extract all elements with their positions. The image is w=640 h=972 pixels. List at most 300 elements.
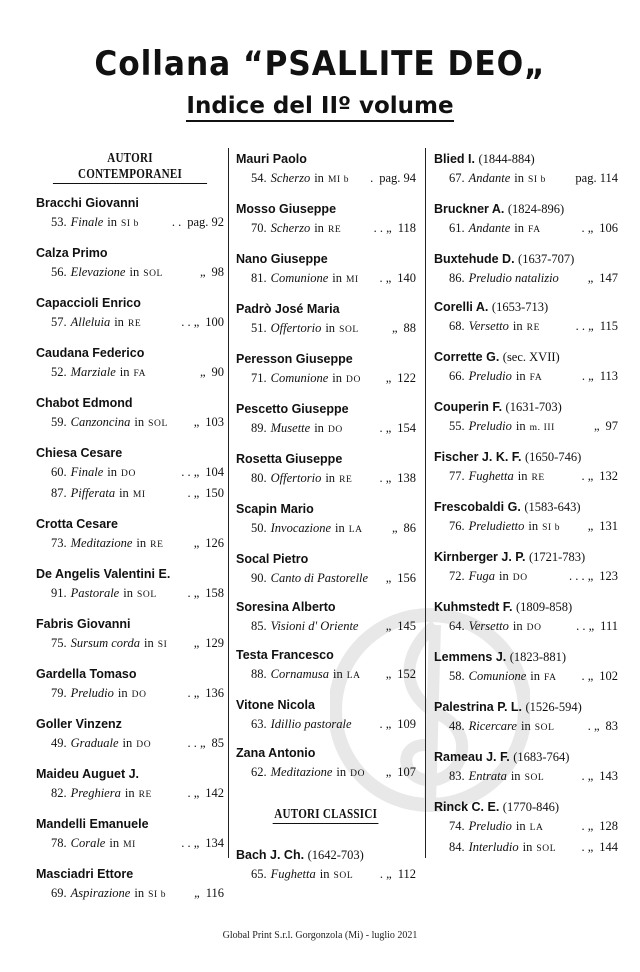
composer-name (236, 350, 416, 369)
composer-name (36, 294, 224, 313)
composer-name-text: Rinck C. E. (434, 800, 500, 814)
page-number: 129 (205, 636, 224, 650)
piece-key: SI b (542, 523, 561, 533)
piece-row (434, 817, 618, 838)
piece-key: SOL (136, 590, 157, 600)
composer-dates: (1823-881) (509, 650, 566, 664)
dot-leader: . „ (581, 469, 594, 483)
composer-name-text: Rameau J. F. (434, 750, 510, 764)
composer-entry (36, 444, 224, 505)
composer-name-text: Masciadri Ettore (36, 867, 134, 881)
composer-dates: (1650-746) (525, 450, 582, 464)
composer-name (434, 498, 618, 517)
dot-leader: . . „ (575, 319, 594, 333)
composer-name-text: Zana Antonio (236, 746, 316, 760)
composer-name (36, 615, 224, 634)
composer-name-text: Kirnberger J. P. (434, 550, 526, 564)
page-number: 83 (605, 719, 618, 733)
piece-row (36, 263, 224, 284)
piece-number: 90. (251, 571, 267, 585)
piece-row (36, 313, 224, 334)
column-contemporary-1 (36, 150, 224, 915)
dot-leader: . . „ (187, 736, 206, 750)
composer-name (36, 444, 224, 463)
piece-row (36, 834, 224, 855)
dot-leader: „ (385, 571, 392, 585)
composer-entry (434, 448, 618, 488)
piece-number: 63. (251, 717, 267, 731)
piece-key: RE (127, 319, 142, 329)
piece-row (36, 213, 224, 234)
page-number: pag. 92 (187, 215, 224, 229)
piece-row (236, 469, 416, 490)
piece-in: in (143, 636, 154, 650)
piece-row (434, 838, 618, 859)
composer-entry (36, 565, 224, 605)
piece-in: in (522, 840, 533, 854)
piece-in: in (514, 171, 525, 185)
piece-title: Pifferata (70, 486, 116, 500)
composer-name (36, 865, 224, 884)
composer-name-text: Chabot Edmond (36, 396, 133, 410)
composer-name-text: Calza Primo (36, 246, 108, 260)
composer-name-text: Mosso Giuseppe (236, 202, 337, 216)
piece-number: 76. (449, 519, 465, 533)
piece-key: SOL (333, 871, 354, 881)
piece-key: RE (327, 225, 342, 235)
piece-row (36, 634, 224, 655)
piece-key: SI b (121, 219, 139, 229)
piece-title: Meditazione (70, 536, 133, 550)
composer-name (434, 548, 618, 567)
piece-number: 79. (51, 686, 67, 700)
piece-in: in (119, 365, 130, 379)
composer-entry (434, 698, 618, 738)
composer-name-text: Soresina Alberto (236, 600, 336, 614)
composer-name (36, 715, 224, 734)
composer-dates: (1526-594) (525, 700, 582, 714)
piece-key: DO (131, 690, 147, 700)
dot-leader: . „ (581, 769, 594, 783)
piece-number: 50. (251, 521, 267, 535)
piece-row (434, 317, 618, 338)
dot-leader: „ (199, 265, 206, 279)
dot-leader: . . „ (181, 836, 200, 850)
composer-name (36, 244, 224, 263)
page-number: 132 (599, 469, 618, 483)
piece-key: SOL (524, 773, 545, 783)
piece-number: 71. (251, 371, 267, 385)
piece-title: Fuga (468, 569, 496, 583)
piece-number: 80. (251, 471, 267, 485)
dot-leader: . . „ (181, 465, 200, 479)
piece-title: Musette (270, 421, 311, 435)
composer-entry (434, 498, 618, 538)
dot-leader: „ (385, 667, 392, 681)
piece-in: in (314, 421, 324, 435)
piece-number: 52. (51, 365, 67, 379)
piece-number: 89. (251, 421, 267, 435)
page-number: 90 (211, 365, 224, 379)
page-number: 98 (211, 265, 224, 279)
composer-entry (36, 715, 224, 755)
page-number: 88 (403, 321, 416, 335)
page-number: 107 (397, 765, 416, 779)
piece-title: Visioni d' Oriente (270, 619, 359, 633)
composer-list (236, 150, 416, 784)
piece-title: Interludio (468, 840, 519, 854)
dot-leader: „ (193, 636, 200, 650)
page-number: pag. 114 (575, 171, 618, 185)
composer-entry (236, 646, 416, 686)
dot-leader: . „ (581, 840, 594, 854)
piece-number: 54. (251, 171, 267, 185)
piece-title: Aspirazione (70, 886, 131, 900)
piece-title: Comunione (468, 669, 527, 683)
composer-name-text: Bach J. Ch. (236, 848, 305, 862)
piece-in: in (136, 536, 147, 550)
composer-name-text: Couperin F. (434, 400, 503, 414)
piece-title: Finale (70, 215, 104, 229)
composer-name-text: Rosetta Giuseppe (236, 452, 343, 466)
piece-key: SI (157, 640, 168, 650)
composer-entry (236, 696, 416, 734)
composer-name-text: Bracchi Giovanni (36, 196, 139, 210)
composer-name (236, 450, 416, 469)
piece-key: SOL (143, 269, 163, 279)
piece-row (36, 363, 224, 384)
piece-number: 68. (449, 319, 465, 333)
dot-leader: . (370, 171, 374, 185)
piece-in: in (109, 836, 120, 850)
piece-number: 83. (449, 769, 465, 783)
piece-number: 84. (449, 840, 465, 854)
dot-leader: . . „ (181, 315, 200, 329)
composer-entry (36, 394, 224, 434)
piece-in: in (325, 471, 336, 485)
page-number: 128 (599, 819, 618, 833)
piece-title: Meditazione (270, 765, 333, 779)
piece-row (36, 463, 224, 484)
piece-number: 65. (251, 867, 267, 881)
composer-entry (36, 515, 224, 555)
piece-in: in (515, 419, 526, 433)
page-number: 158 (205, 586, 224, 600)
piece-in: in (332, 667, 343, 681)
dot-leader: . . „ (576, 619, 595, 633)
piece-in: in (314, 221, 324, 235)
composer-entry (434, 598, 618, 638)
piece-row (434, 169, 618, 190)
composer-name (434, 200, 618, 219)
composer-entry (434, 548, 618, 588)
piece-number: 74. (449, 819, 465, 833)
composer-name (434, 398, 618, 417)
piece-in: in (114, 315, 124, 329)
page-number: 142 (205, 786, 224, 800)
composer-name-text: Fischer J. K. F. (434, 450, 522, 464)
piece-key: DO (512, 573, 528, 583)
piece-in: in (107, 465, 117, 479)
piece-key: RE (531, 473, 545, 483)
piece-title: Offertorio (270, 471, 322, 485)
piece-row (36, 884, 224, 905)
piece-key: SOL (536, 844, 557, 854)
piece-row (36, 534, 224, 555)
piece-key: DO (121, 469, 136, 479)
composer-entry (236, 350, 416, 390)
piece-row (434, 367, 618, 388)
composer-entry (236, 150, 416, 190)
piece-title: Versetto (468, 619, 509, 633)
piece-title: Andante (468, 221, 511, 235)
page-number: 85 (211, 736, 224, 750)
dot-leader: . „ (379, 717, 392, 731)
piece-row (236, 319, 416, 340)
composer-name (434, 298, 618, 317)
composer-entry (236, 450, 416, 490)
composer-entry (36, 815, 224, 855)
dot-leader: . „ (581, 221, 594, 235)
composer-name-text: Caudana Federico (36, 346, 145, 360)
dot-leader: „ (391, 321, 398, 335)
page-number: 111 (600, 619, 618, 633)
column-classic (434, 150, 618, 869)
piece-key: MI (123, 840, 136, 850)
composer-name (236, 300, 416, 319)
composer-dates: (sec. XVII) (502, 350, 560, 364)
page-number: 156 (397, 571, 416, 585)
composer-name-text: Socal Pietro (236, 552, 309, 566)
subtitle-text: Indice del IIº volume (186, 93, 453, 122)
piece-title: Fughetta (468, 469, 514, 483)
piece-key: MI b (327, 175, 350, 185)
dot-leader: . „ (379, 867, 392, 881)
composer-entry (434, 648, 618, 688)
piece-row (434, 219, 618, 240)
composer-name-text: Palestrina P. L. (434, 700, 523, 714)
dot-leader: . „ (379, 471, 392, 485)
piece-in: in (314, 171, 324, 185)
composer-name (236, 646, 416, 665)
page-number: 134 (205, 836, 224, 850)
composer-name (236, 250, 416, 269)
piece-number: 91. (51, 586, 67, 600)
dot-leader: „ (193, 536, 200, 550)
composer-name (434, 250, 618, 269)
page-number: 144 (599, 840, 618, 854)
composer-name-text: Testa Francesco (236, 648, 334, 662)
piece-number: 78. (51, 836, 67, 850)
piece-key: FA (528, 225, 541, 235)
composer-entry (36, 344, 224, 384)
publisher-footer: Global Print S.r.l. Gorgonzola (Mi) - luglio 2021 (222, 930, 418, 941)
piece-title: Scherzo (270, 171, 311, 185)
composer-name (434, 348, 618, 367)
piece-title: Graduale (70, 736, 119, 750)
piece-title: Marziale (70, 365, 116, 379)
column-divider (228, 148, 229, 858)
dot-leader: „ (385, 765, 392, 779)
composer-name (36, 565, 224, 584)
piece-key: FA (133, 369, 147, 379)
piece-number: 86. (449, 271, 465, 285)
piece-in: in (122, 736, 133, 750)
composer-name (236, 696, 416, 715)
page-number: 116 (205, 886, 224, 900)
piece-title: Invocazione (270, 521, 332, 535)
composer-name-text: Blied I. (434, 152, 475, 166)
piece-title: Versetto (468, 319, 509, 333)
piece-row (236, 169, 416, 190)
composer-name (36, 765, 224, 784)
dot-leader: . „ (587, 719, 600, 733)
piece-title: Canto di Pastorelle (270, 571, 369, 585)
page-number: 115 (599, 319, 618, 333)
page-number: 103 (205, 415, 224, 429)
composer-name-text: Peresson Giuseppe (236, 352, 353, 366)
dot-leader: „ (194, 886, 200, 900)
piece-in: in (325, 321, 336, 335)
piece-row (236, 617, 416, 636)
piece-key: RE (138, 790, 152, 800)
composer-entry (236, 250, 416, 290)
piece-row (236, 665, 416, 686)
piece-in: in (129, 265, 140, 279)
composer-name (434, 448, 618, 467)
piece-key: FA (544, 673, 557, 683)
piece-key: LA (529, 823, 544, 833)
piece-title: Alleluia (70, 315, 111, 329)
composer-entry (236, 200, 416, 240)
piece-key: SOL (148, 419, 168, 429)
piece-number: 77. (449, 469, 465, 483)
piece-title: Preludio (468, 819, 512, 833)
page-number: 102 (599, 669, 618, 683)
page-number: 122 (397, 371, 416, 385)
page-number: 150 (205, 486, 224, 500)
dot-leader: . „ (187, 786, 200, 800)
piece-number: 62. (251, 765, 267, 779)
piece-row (236, 865, 416, 886)
piece-in: in (119, 486, 129, 500)
piece-title: Idillio pastorale (270, 717, 352, 731)
composer-name (236, 846, 416, 865)
piece-number: 64. (449, 619, 465, 633)
composer-name (236, 550, 416, 569)
piece-key: SI b (528, 175, 547, 185)
page-number: 112 (397, 867, 416, 881)
piece-in: in (336, 765, 347, 779)
composer-name (36, 665, 224, 684)
dot-leader: . „ (581, 819, 594, 833)
piece-row (434, 617, 618, 638)
piece-row (36, 484, 224, 505)
composer-name-text: Fabris Giovanni (36, 617, 131, 631)
piece-number: 88. (251, 667, 267, 681)
composer-name-text: Mauri Paolo (236, 152, 307, 166)
piece-key: MI (346, 275, 359, 285)
piece-row (434, 467, 618, 488)
composer-name (434, 648, 618, 667)
piece-row (236, 519, 416, 540)
piece-in: in (517, 469, 528, 483)
piece-title: Pastorale (70, 586, 120, 600)
composer-entry (236, 500, 416, 540)
dot-leader: „ (199, 365, 206, 379)
dot-leader: . „ (581, 669, 594, 683)
composer-list (434, 150, 618, 859)
composer-entry (36, 765, 224, 805)
piece-in: in (134, 886, 145, 900)
composer-entry (36, 665, 224, 705)
page-number: 154 (397, 421, 416, 435)
composer-entry (236, 550, 416, 588)
composer-name (36, 194, 224, 213)
composer-entry (36, 865, 224, 905)
piece-number: 81. (251, 271, 267, 285)
composer-dates: (1824-896) (507, 202, 565, 216)
composer-name (236, 744, 416, 763)
piece-row (434, 417, 618, 438)
piece-number: 61. (449, 221, 465, 235)
piece-key: SI b (148, 890, 167, 900)
piece-key: DO (136, 740, 152, 750)
piece-in: in (510, 769, 521, 783)
piece-title: Preludio (70, 686, 114, 700)
piece-number: 85. (251, 619, 267, 633)
composer-name-text: Kuhmstedt F. (434, 600, 513, 614)
piece-number: 59. (51, 415, 67, 429)
page-number: 106 (599, 221, 618, 235)
page-number: 118 (397, 221, 416, 235)
page-number: 123 (599, 569, 618, 583)
composer-name (36, 515, 224, 534)
piece-title: Preludietto (468, 519, 525, 533)
composer-name-text: Scapin Mario (236, 502, 314, 516)
composer-dates: (1683-764) (513, 750, 570, 764)
piece-key: DO (327, 425, 343, 435)
piece-in: in (512, 619, 523, 633)
piece-in: in (123, 586, 133, 600)
piece-number: 72. (449, 569, 465, 583)
page-number: 147 (599, 271, 618, 285)
page-number: 97 (605, 419, 618, 433)
piece-number: 57. (51, 315, 67, 329)
composer-name-text: Mandelli Emanuele (36, 817, 149, 831)
composer-name-text: Buxtehude D. (434, 252, 515, 266)
piece-title: Entrata (468, 769, 507, 783)
piece-title: Comunione (270, 371, 329, 385)
piece-in: in (134, 415, 145, 429)
piece-title: Preghiera (70, 786, 121, 800)
composer-dates: (1809-858) (515, 600, 573, 614)
piece-row (236, 763, 416, 784)
dot-leader: . „ (379, 271, 392, 285)
composer-name-text: Corrette G. (434, 350, 500, 364)
piece-title: Cornamusa (270, 667, 329, 681)
composer-name-text: Capaccioli Enrico (36, 296, 141, 310)
composer-list (236, 846, 416, 886)
composer-entry (36, 194, 224, 234)
composer-dates: (1631-703) (505, 400, 562, 414)
piece-in: in (117, 686, 128, 700)
composer-name (36, 344, 224, 363)
composer-entry (236, 598, 416, 636)
piece-number: 51. (251, 321, 267, 335)
dot-leader: „ (593, 419, 600, 433)
composer-dates: (1770-846) (502, 800, 560, 814)
